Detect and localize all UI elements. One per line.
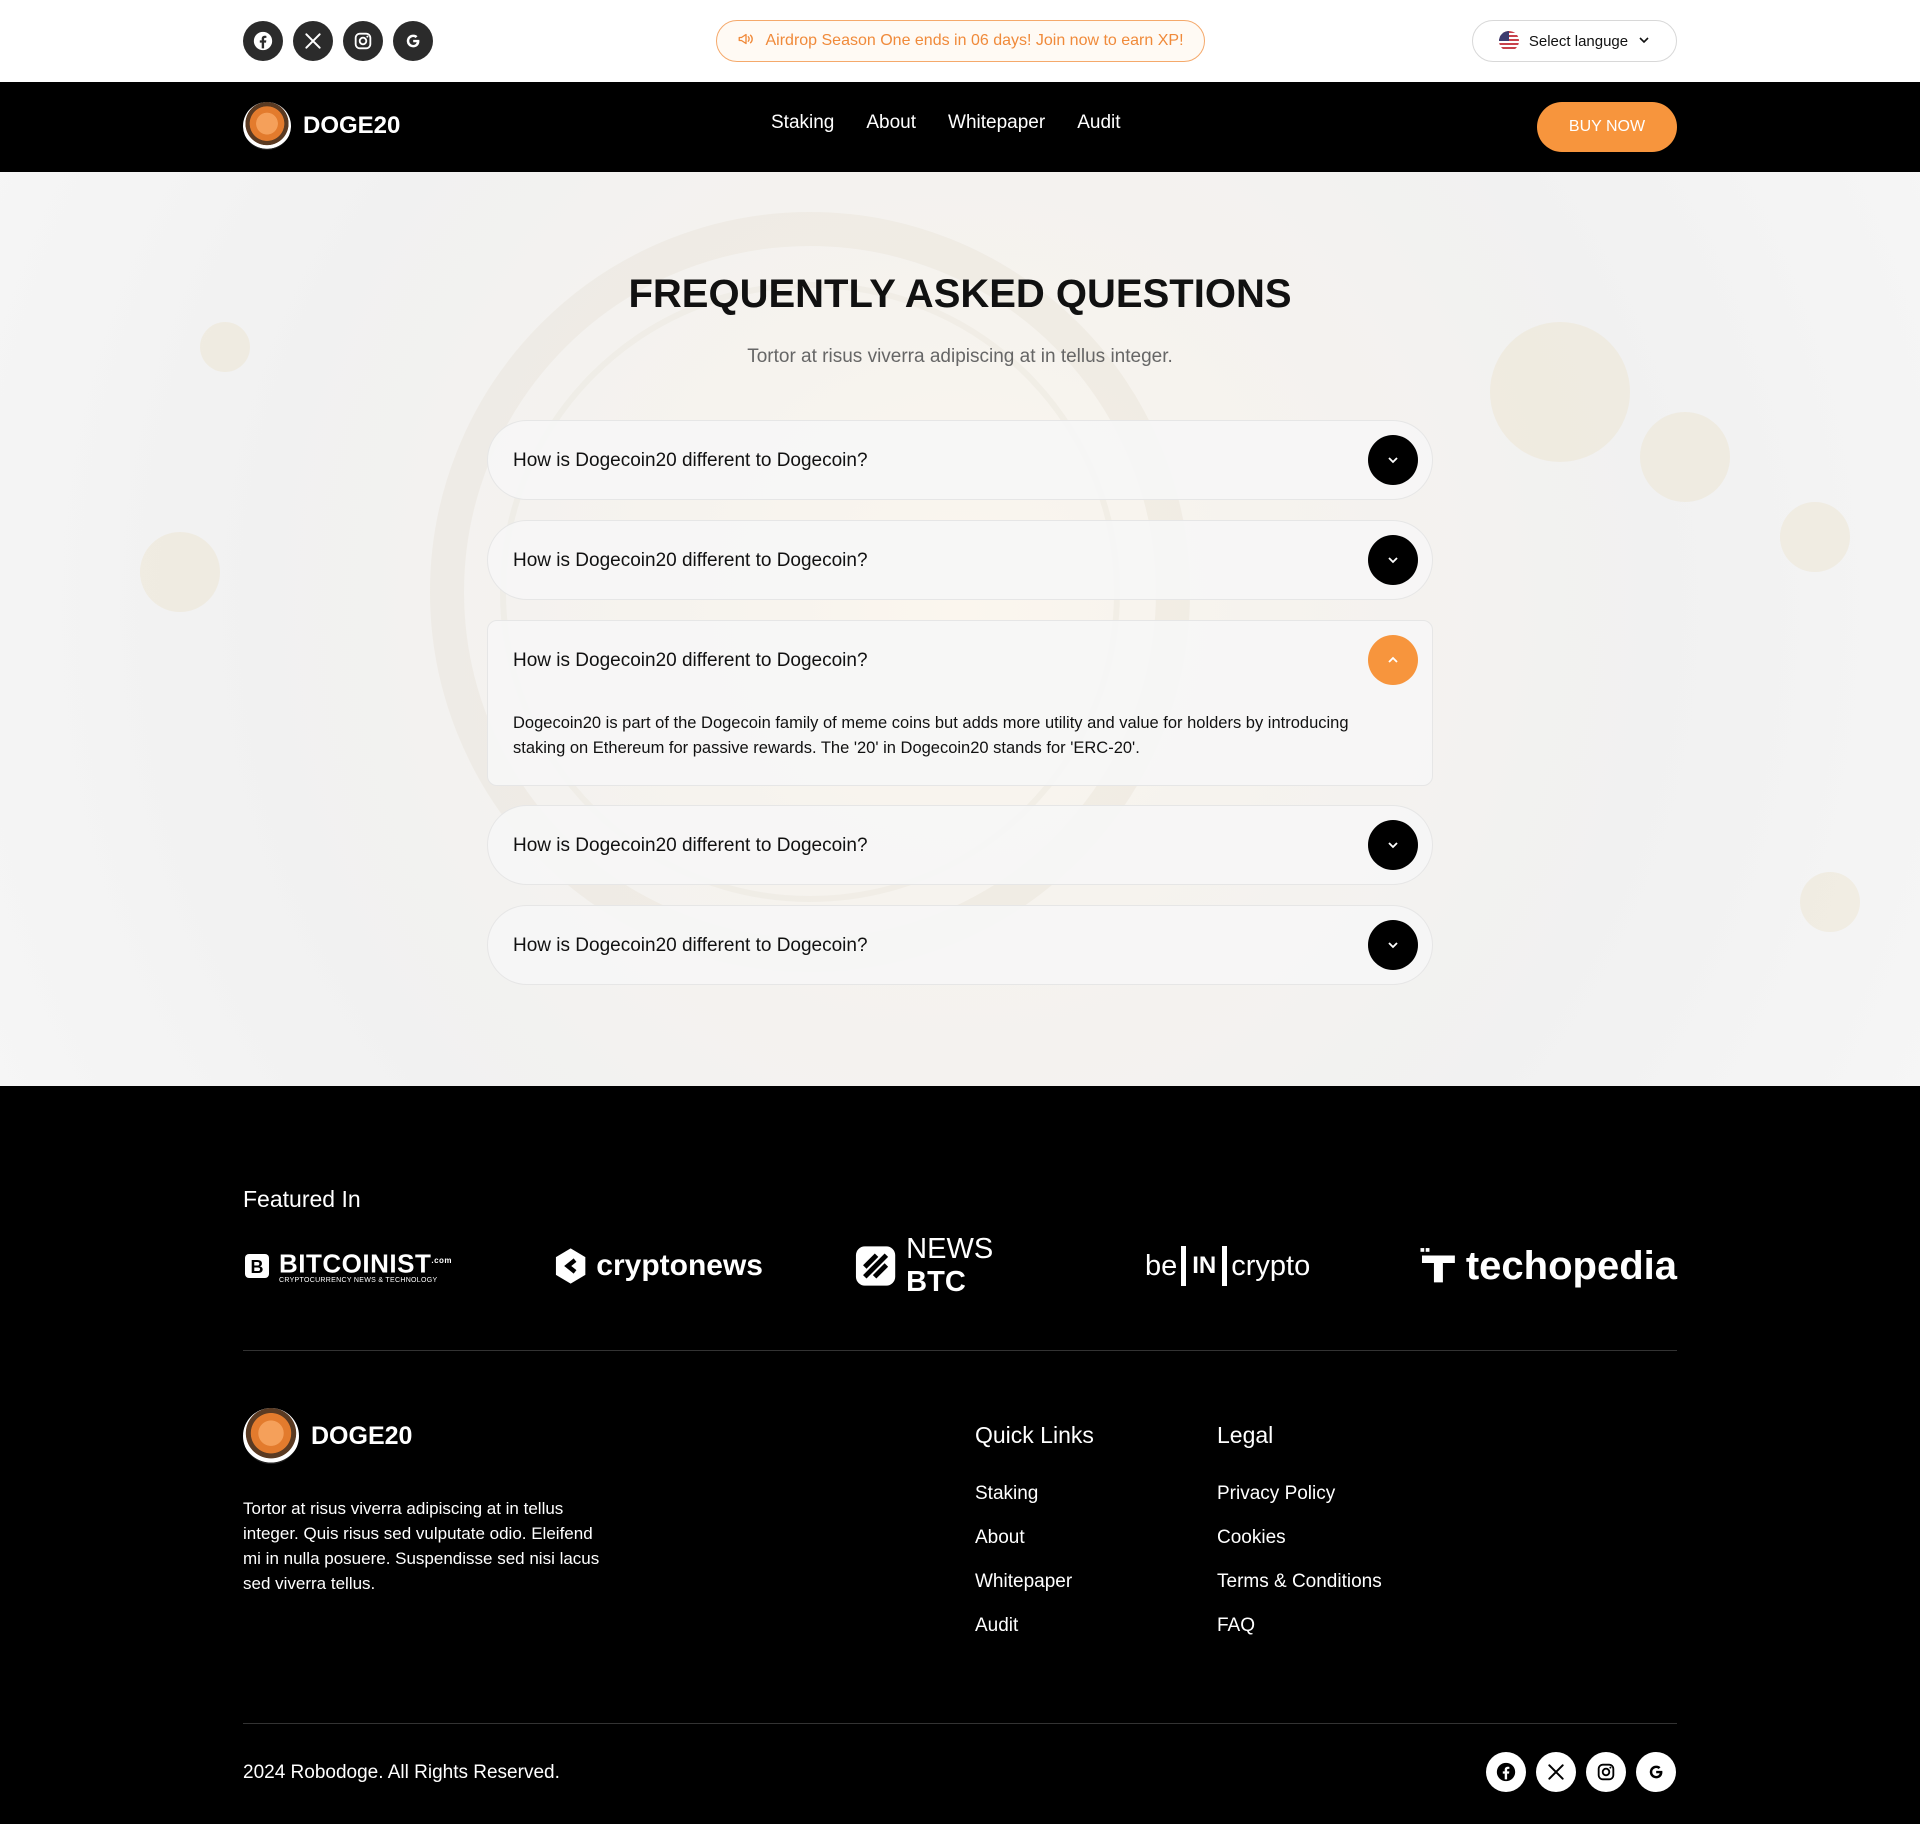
beincrypto-logo[interactable] bbox=[1145, 1236, 1335, 1296]
brand-logo[interactable] bbox=[243, 102, 400, 150]
cryptonews-wordmark: cryptonews bbox=[596, 1249, 763, 1282]
featured-brands bbox=[243, 1233, 1677, 1298]
faq-question: How is Dogecoin20 different to Dogecoin? bbox=[513, 450, 868, 471]
chevron-down-icon bbox=[1385, 552, 1401, 568]
techopedia-wordmark: techopedia bbox=[1465, 1243, 1677, 1288]
newsbtc-wordmark-b: BTC bbox=[906, 1266, 966, 1298]
bitcoinist-com: .com bbox=[431, 1256, 453, 1266]
x-icon[interactable] bbox=[1536, 1752, 1576, 1792]
legal-column bbox=[1217, 1422, 1382, 1659]
google-icon[interactable] bbox=[1636, 1752, 1676, 1792]
faq-subtitle: Tortor at risus viverra adipiscing at in tellus integer. bbox=[747, 346, 1173, 367]
footer-brand-name: DOGE20 bbox=[311, 1421, 413, 1450]
faq-title: FREQUENTLY ASKED QUESTIONS bbox=[628, 272, 1292, 316]
us-flag-icon bbox=[1499, 31, 1519, 51]
background-coin bbox=[140, 532, 220, 612]
footer-link-about[interactable]: About bbox=[975, 1527, 1025, 1548]
nav-link-audit[interactable]: Audit bbox=[1077, 112, 1121, 133]
faq-item[interactable] bbox=[487, 805, 1433, 885]
footer-link-terms[interactable]: Terms & Conditions bbox=[1217, 1571, 1382, 1592]
faq-item[interactable] bbox=[487, 520, 1433, 600]
featured-in-title: Featured In bbox=[243, 1186, 361, 1212]
legal-title: Legal bbox=[1217, 1422, 1274, 1448]
footer-divider bbox=[243, 1350, 1677, 1351]
beincrypto-wordmark-b: IN bbox=[1181, 1246, 1227, 1286]
beincrypto-wordmark-c: crypto bbox=[1231, 1249, 1311, 1282]
background-coin bbox=[1780, 502, 1850, 572]
chevron-down-icon bbox=[1385, 837, 1401, 853]
footer-link-staking[interactable]: Staking bbox=[975, 1483, 1039, 1504]
x-icon[interactable] bbox=[293, 21, 333, 61]
facebook-icon[interactable] bbox=[243, 21, 283, 61]
nav-menu bbox=[771, 112, 1121, 134]
faq-item[interactable] bbox=[487, 420, 1433, 500]
faq-toggle-button[interactable] bbox=[1368, 435, 1418, 485]
techopedia-logo[interactable] bbox=[1419, 1236, 1677, 1296]
chevron-up-icon bbox=[1385, 652, 1401, 668]
footer-description: Tortor at risus viverra adipiscing at in tellus integer. Quis risus sed vulputate odio. Eleifend mi in nulla posuere. Suspendisse sed nisi lacus sed viverra tellus. bbox=[243, 1499, 600, 1593]
bitcoinist-tagline: CRYPTOCURRENCY NEWS & TECHNOLOGY bbox=[279, 1276, 438, 1284]
chevron-down-icon bbox=[1385, 937, 1401, 953]
brand-name: DOGE20 bbox=[303, 112, 401, 139]
faq-question: How is Dogecoin20 different to Dogecoin? bbox=[513, 550, 868, 571]
bitcoin-b-icon bbox=[243, 1252, 271, 1280]
airdrop-announcement[interactable] bbox=[716, 20, 1205, 62]
bitcoinist-wordmark: BITCOINIST bbox=[279, 1248, 432, 1279]
instagram-icon[interactable] bbox=[343, 21, 383, 61]
techopedia-t-icon bbox=[1419, 1240, 1458, 1292]
footer-link-audit[interactable]: Audit bbox=[975, 1615, 1019, 1636]
header-social-links bbox=[243, 21, 433, 61]
cryptonews-logo[interactable] bbox=[553, 1236, 763, 1296]
faq-section bbox=[0, 172, 1920, 1086]
chevron-down-icon bbox=[1385, 452, 1401, 468]
svg-text:B: B bbox=[250, 1257, 264, 1277]
newsbtc-icon bbox=[853, 1243, 898, 1289]
newsbtc-logo[interactable] bbox=[853, 1233, 1058, 1298]
announcement-text: Airdrop Season One ends in 06 days! Join now to earn XP! bbox=[765, 32, 1184, 49]
doge-avatar-icon bbox=[243, 102, 291, 150]
facebook-icon[interactable] bbox=[1486, 1752, 1526, 1792]
language-selector[interactable] bbox=[1472, 20, 1677, 62]
instagram-icon[interactable] bbox=[1586, 1752, 1626, 1792]
cryptonews-hex-icon bbox=[553, 1240, 588, 1292]
main-nav bbox=[0, 82, 1920, 172]
bitcoinist-logo[interactable] bbox=[243, 1236, 463, 1296]
background-coin bbox=[1800, 872, 1860, 932]
faq-toggle-button[interactable] bbox=[1368, 920, 1418, 970]
faq-toggle-button[interactable] bbox=[1368, 535, 1418, 585]
megaphone-icon bbox=[737, 30, 755, 53]
footer-bottom-divider bbox=[243, 1723, 1677, 1724]
footer-link-privacy-policy[interactable]: Privacy Policy bbox=[1217, 1483, 1336, 1504]
quick-links-column bbox=[975, 1422, 1094, 1659]
footer-link-cookies[interactable]: Cookies bbox=[1217, 1527, 1286, 1548]
quick-links-title: Quick Links bbox=[975, 1422, 1094, 1448]
beincrypto-wordmark-a: be bbox=[1145, 1249, 1178, 1282]
faq-item-expanded[interactable] bbox=[487, 620, 1433, 786]
faq-toggle-button[interactable] bbox=[1368, 635, 1418, 685]
faq-question: How is Dogecoin20 different to Dogecoin? bbox=[513, 935, 868, 956]
footer bbox=[0, 1086, 1920, 1824]
faq-answer: Dogecoin20 is part of the Dogecoin family of meme coins but adds more utility and value for holders by introducing staking on Ethereum for passive rewards. The '20' in Dogecoin20 stands for 'ERC-20'. bbox=[513, 714, 1349, 757]
nav-link-staking[interactable]: Staking bbox=[771, 112, 835, 133]
faq-question: How is Dogecoin20 different to Dogecoin? bbox=[513, 835, 868, 856]
nav-link-whitepaper[interactable]: Whitepaper bbox=[948, 112, 1046, 133]
buy-now-button[interactable]: BUY NOW bbox=[1537, 102, 1677, 152]
top-bar bbox=[0, 0, 1920, 82]
faq-toggle-button[interactable] bbox=[1368, 820, 1418, 870]
faq-item[interactable] bbox=[487, 905, 1433, 985]
copyright-text: 2024 Robodoge. All Rights Reserved. bbox=[243, 1762, 560, 1783]
language-label: Select languge bbox=[1528, 32, 1629, 50]
background-coin bbox=[1640, 412, 1730, 502]
background-coin bbox=[1490, 322, 1630, 462]
doge-avatar-icon bbox=[243, 1408, 299, 1464]
footer-social-links bbox=[1486, 1752, 1676, 1792]
newsbtc-wordmark-a: NEWS bbox=[906, 1233, 994, 1265]
nav-link-about[interactable]: About bbox=[866, 112, 917, 133]
footer-link-faq[interactable]: FAQ bbox=[1217, 1615, 1256, 1636]
faq-question: How is Dogecoin20 different to Dogecoin? bbox=[513, 650, 868, 671]
google-icon[interactable] bbox=[393, 21, 433, 61]
footer-brand-logo[interactable] bbox=[243, 1408, 412, 1464]
chevron-down-icon bbox=[1638, 33, 1650, 50]
footer-link-whitepaper[interactable]: Whitepaper bbox=[975, 1571, 1073, 1592]
